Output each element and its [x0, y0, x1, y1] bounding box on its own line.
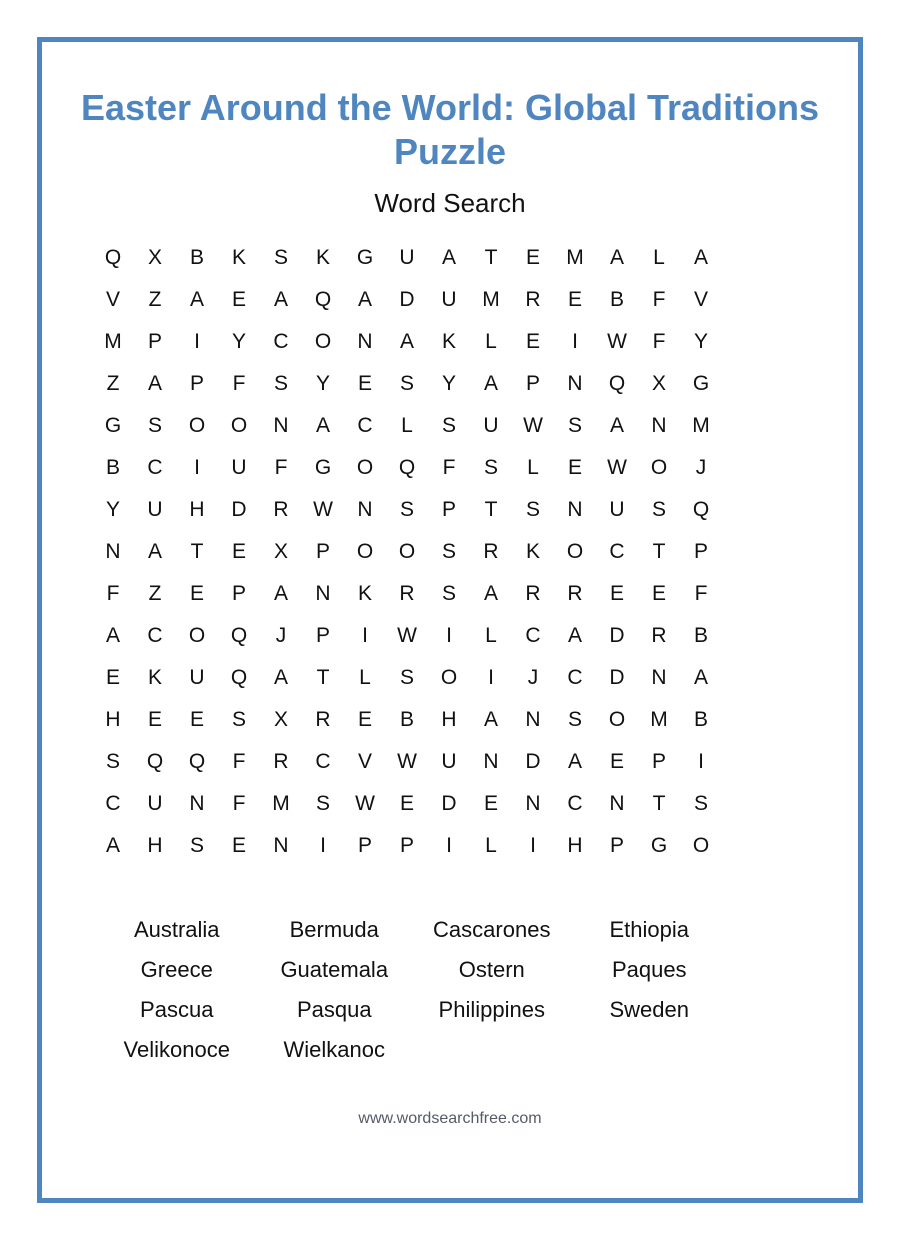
grid-letter[interactable]: Q — [230, 666, 248, 689]
grid-letter[interactable]: R — [525, 288, 541, 311]
grid-letter[interactable]: K — [441, 330, 456, 353]
footer-url: www.wordsearchfree.com — [358, 1110, 542, 1127]
grid-letter[interactable]: S — [231, 708, 246, 731]
grid-letter[interactable]: Q — [608, 372, 626, 395]
grid-letter[interactable]: K — [357, 582, 372, 605]
grid-letter[interactable]: D — [525, 750, 541, 773]
grid-letter[interactable]: S — [483, 456, 498, 479]
word-list-item: Guatemala — [280, 957, 389, 982]
grid-letter[interactable]: O — [314, 330, 332, 353]
grid-letter[interactable]: W — [523, 414, 543, 437]
grid-letter[interactable]: A — [483, 372, 498, 395]
grid-letter[interactable]: C — [357, 414, 373, 437]
grid-letter[interactable]: O — [230, 414, 248, 437]
grid-letter[interactable]: R — [273, 498, 289, 521]
grid-letter[interactable]: N — [357, 498, 373, 521]
grid-letter[interactable]: R — [273, 750, 289, 773]
grid-letter[interactable]: E — [231, 288, 246, 311]
grid-letter[interactable]: E — [357, 372, 372, 395]
grid-letter[interactable]: B — [399, 708, 414, 731]
grid-row — [92, 279, 722, 321]
grid-letter[interactable]: I — [446, 624, 452, 647]
grid-row — [92, 489, 722, 531]
grid-letter[interactable]: P — [399, 834, 414, 857]
word-list-item: Greece — [140, 957, 213, 982]
grid-letter[interactable]: X — [273, 708, 288, 731]
grid-letter[interactable]: P — [441, 498, 456, 521]
grid-letter[interactable]: A — [483, 708, 498, 731]
grid-letter[interactable]: A — [483, 582, 498, 605]
word-list-item: Cascarones — [433, 917, 551, 942]
grid-letter[interactable]: Y — [441, 372, 456, 395]
grid-letter[interactable]: O — [566, 540, 584, 563]
grid-letter[interactable]: R — [483, 540, 499, 563]
grid-letter[interactable]: I — [572, 330, 578, 353]
grid-letter[interactable]: A — [273, 288, 288, 311]
grid-letter[interactable]: F — [232, 372, 246, 395]
grid-letter[interactable]: Y — [105, 498, 120, 521]
grid-letter[interactable]: E — [231, 834, 246, 857]
grid-letter[interactable]: N — [483, 750, 499, 773]
grid-letter[interactable]: I — [698, 750, 704, 773]
grid-letter[interactable]: J — [527, 666, 539, 689]
grid-letter[interactable]: A — [693, 666, 708, 689]
grid-letter[interactable]: G — [104, 414, 122, 437]
grid-letter[interactable]: N — [567, 372, 583, 395]
grid-letter[interactable]: I — [446, 834, 452, 857]
grid-letter[interactable]: W — [355, 792, 375, 815]
grid-letter[interactable]: H — [147, 834, 163, 857]
grid-letter[interactable]: A — [567, 624, 582, 647]
grid-letter[interactable]: F — [652, 330, 666, 353]
grid-letter[interactable]: O — [692, 834, 710, 857]
grid-letter[interactable]: P — [525, 372, 540, 395]
grid-row — [92, 657, 722, 699]
grid-letter[interactable]: Z — [106, 372, 120, 395]
grid-letter[interactable]: H — [441, 708, 457, 731]
grid-letter[interactable]: C — [315, 750, 331, 773]
grid-letter[interactable]: L — [485, 624, 497, 647]
grid-letter[interactable]: N — [105, 540, 121, 563]
grid-letter[interactable]: U — [441, 750, 457, 773]
grid-letter[interactable]: Z — [148, 288, 162, 311]
grid-letter[interactable]: U — [609, 498, 625, 521]
grid-letter[interactable]: M — [692, 414, 710, 437]
grid-letter[interactable]: O — [440, 666, 458, 689]
grid-letter[interactable]: O — [608, 708, 626, 731]
grid-letter[interactable]: N — [651, 414, 667, 437]
grid-letter[interactable]: U — [147, 792, 163, 815]
grid-letter[interactable]: G — [692, 372, 710, 395]
grid-letter[interactable]: E — [105, 666, 120, 689]
grid-letter[interactable]: L — [485, 330, 497, 353]
grid-letter[interactable]: P — [147, 330, 162, 353]
grid-letter[interactable]: T — [652, 540, 666, 563]
word-list-item: Paques — [611, 957, 687, 982]
grid-letter[interactable]: N — [525, 708, 541, 731]
grid-letter[interactable]: Q — [188, 750, 206, 773]
grid-letter[interactable]: A — [273, 666, 288, 689]
grid-letter[interactable]: F — [106, 582, 120, 605]
grid-letter[interactable]: F — [232, 792, 246, 815]
grid-letter[interactable]: A — [273, 582, 288, 605]
grid-letter[interactable]: A — [693, 246, 708, 269]
grid-letter[interactable]: I — [194, 456, 200, 479]
grid-letter[interactable]: K — [147, 666, 162, 689]
grid-letter[interactable]: S — [441, 414, 456, 437]
grid-letter[interactable]: W — [607, 330, 627, 353]
grid-letter[interactable]: J — [695, 456, 707, 479]
grid-letter[interactable]: P — [693, 540, 708, 563]
grid-letter[interactable]: M — [566, 246, 584, 269]
grid-letter[interactable]: A — [441, 246, 456, 269]
grid-letter[interactable]: Y — [693, 330, 708, 353]
grid-letter[interactable]: E — [399, 792, 414, 815]
grid-letter[interactable]: S — [651, 498, 666, 521]
grid-letter[interactable]: O — [356, 540, 374, 563]
grid-letter[interactable]: E — [525, 330, 540, 353]
word-list-item: Velikonoce — [123, 1037, 230, 1062]
grid-row — [92, 447, 722, 489]
grid-letter[interactable]: S — [525, 498, 540, 521]
grid-letter[interactable]: N — [651, 666, 667, 689]
grid-letter[interactable]: O — [188, 414, 206, 437]
grid-letter[interactable]: E — [567, 456, 582, 479]
word-list-item: Ostern — [458, 957, 525, 982]
grid-row — [92, 237, 722, 279]
grid-letter[interactable]: T — [652, 792, 666, 815]
grid-letter[interactable]: X — [147, 246, 162, 269]
grid-letter[interactable]: E — [651, 582, 666, 605]
grid-letter[interactable]: A — [609, 246, 624, 269]
grid-letter[interactable]: S — [273, 246, 288, 269]
word-list-item: Australia — [133, 917, 220, 942]
grid-letter[interactable]: R — [399, 582, 415, 605]
grid-letter[interactable]: V — [105, 288, 120, 311]
grid-letter[interactable]: L — [653, 246, 665, 269]
grid-letter[interactable]: Q — [230, 624, 248, 647]
grid-letter[interactable]: A — [357, 288, 372, 311]
grid-letter[interactable]: X — [651, 372, 666, 395]
grid-letter[interactable]: C — [147, 624, 163, 647]
grid-letter[interactable]: D — [231, 498, 247, 521]
grid-letter[interactable]: L — [359, 666, 371, 689]
grid-letter[interactable]: N — [357, 330, 373, 353]
letter-grid — [92, 237, 722, 867]
grid-letter[interactable]: I — [530, 834, 536, 857]
grid-letter[interactable]: S — [441, 540, 456, 563]
grid-letter[interactable]: S — [273, 372, 288, 395]
grid-letter[interactable]: A — [147, 540, 162, 563]
grid-letter[interactable]: P — [231, 582, 246, 605]
grid-row — [92, 573, 722, 615]
grid-letter[interactable]: W — [397, 624, 417, 647]
grid-letter[interactable]: E — [147, 708, 162, 731]
grid-letter[interactable]: D — [609, 666, 625, 689]
word-list — [98, 910, 728, 1070]
grid-letter[interactable]: S — [441, 582, 456, 605]
grid-letter[interactable]: E — [231, 540, 246, 563]
grid-letter[interactable]: O — [398, 540, 416, 563]
grid-letter[interactable]: A — [105, 624, 120, 647]
grid-letter[interactable]: Q — [398, 456, 416, 479]
grid-letter[interactable]: Y — [315, 372, 330, 395]
grid-letter[interactable]: S — [315, 792, 330, 815]
grid-letter[interactable]: R — [651, 624, 667, 647]
grid-letter[interactable]: U — [231, 456, 247, 479]
grid-letter[interactable]: E — [525, 246, 540, 269]
grid-row — [92, 783, 722, 825]
grid-letter[interactable]: A — [567, 750, 582, 773]
grid-letter[interactable]: E — [189, 708, 204, 731]
grid-letter[interactable]: B — [189, 246, 204, 269]
grid-letter[interactable]: N — [273, 414, 289, 437]
grid-letter[interactable]: N — [315, 582, 331, 605]
grid-letter[interactable]: A — [147, 372, 162, 395]
grid-letter[interactable]: Q — [104, 246, 122, 269]
grid-letter[interactable]: G — [356, 246, 374, 269]
grid-letter[interactable]: S — [399, 498, 414, 521]
grid-letter[interactable]: H — [189, 498, 205, 521]
word-list-item: Wielkanoc — [283, 1037, 385, 1062]
grid-letter[interactable]: G — [650, 834, 668, 857]
grid-letter[interactable]: N — [525, 792, 541, 815]
grid-row — [92, 741, 722, 783]
grid-letter[interactable]: U — [399, 246, 415, 269]
grid-letter[interactable]: H — [105, 708, 121, 731]
grid-letter[interactable]: N — [273, 834, 289, 857]
grid-letter[interactable]: G — [314, 456, 332, 479]
word-list-item: Bermuda — [289, 917, 379, 942]
grid-letter[interactable]: S — [147, 414, 162, 437]
grid-letter[interactable]: O — [356, 456, 374, 479]
grid-letter[interactable]: M — [650, 708, 668, 731]
word-list-item: Pascua — [140, 997, 214, 1022]
grid-letter[interactable]: P — [189, 372, 204, 395]
grid-letter[interactable]: C — [525, 624, 541, 647]
grid-letter[interactable]: V — [357, 750, 372, 773]
grid-letter[interactable]: P — [609, 834, 624, 857]
grid-letter[interactable]: F — [232, 750, 246, 773]
grid-letter[interactable]: F — [442, 456, 456, 479]
grid-letter[interactable]: C — [609, 540, 625, 563]
grid-letter[interactable]: B — [105, 456, 120, 479]
grid-letter[interactable]: A — [315, 414, 330, 437]
grid-letter[interactable]: P — [315, 624, 330, 647]
grid-letter[interactable]: W — [313, 498, 333, 521]
grid-letter[interactable]: E — [609, 582, 624, 605]
grid-letter[interactable]: A — [105, 834, 120, 857]
grid-letter[interactable]: B — [693, 624, 708, 647]
grid-row — [92, 321, 722, 363]
grid-letter[interactable]: H — [567, 834, 583, 857]
grid-letter[interactable]: K — [525, 540, 540, 563]
grid-letter[interactable]: C — [105, 792, 121, 815]
grid-letter[interactable]: U — [441, 288, 457, 311]
page-subtitle: Word Search — [374, 188, 526, 218]
grid-row — [92, 363, 722, 405]
grid-letter[interactable]: W — [607, 456, 627, 479]
grid-row — [92, 615, 722, 657]
grid-letter[interactable]: K — [231, 246, 246, 269]
grid-letter[interactable]: E — [357, 708, 372, 731]
grid-letter[interactable]: A — [189, 288, 204, 311]
word-list-item: Philippines — [438, 997, 545, 1022]
grid-letter[interactable]: D — [399, 288, 415, 311]
grid-letter[interactable]: O — [188, 624, 206, 647]
grid-letter[interactable]: Q — [314, 288, 332, 311]
grid-letter[interactable]: M — [272, 792, 290, 815]
word-list-item: Pasqua — [296, 997, 372, 1022]
grid-letter[interactable]: S — [399, 372, 414, 395]
grid-letter[interactable]: U — [147, 498, 163, 521]
grid-letter[interactable]: B — [609, 288, 624, 311]
page-title: Easter Around the World: Global Traditions Puzzle — [80, 87, 820, 172]
grid-letter[interactable]: S — [693, 792, 708, 815]
grid-row — [92, 405, 722, 447]
grid-letter[interactable]: V — [693, 288, 708, 311]
word-list-item: Ethiopia — [609, 917, 689, 942]
grid-letter[interactable]: P — [357, 834, 372, 857]
grid-letter[interactable]: R — [567, 582, 583, 605]
grid-letter[interactable]: P — [651, 750, 666, 773]
grid-letter[interactable]: C — [567, 792, 583, 815]
grid-letter[interactable]: D — [441, 792, 457, 815]
grid-row — [92, 699, 722, 741]
grid-letter[interactable]: I — [320, 834, 326, 857]
grid-letter[interactable]: T — [484, 498, 498, 521]
grid-letter[interactable]: Y — [231, 330, 246, 353]
grid-row — [92, 531, 722, 573]
grid-letter[interactable]: E — [189, 582, 204, 605]
grid-letter[interactable]: R — [315, 708, 331, 731]
grid-letter[interactable]: L — [401, 414, 413, 437]
grid-letter[interactable]: E — [567, 288, 582, 311]
word-list-item: Sweden — [609, 997, 689, 1022]
grid-letter[interactable]: P — [315, 540, 330, 563]
grid-letter[interactable]: N — [609, 792, 625, 815]
grid-letter[interactable]: D — [609, 624, 625, 647]
grid-letter[interactable]: E — [609, 750, 624, 773]
grid-letter[interactable]: X — [273, 540, 288, 563]
grid-letter[interactable]: M — [482, 288, 500, 311]
grid-letter[interactable]: L — [527, 456, 539, 479]
grid-letter[interactable]: B — [693, 708, 708, 731]
grid-letter[interactable]: F — [652, 288, 666, 311]
grid-letter[interactable]: S — [189, 834, 204, 857]
grid-letter[interactable]: F — [274, 456, 288, 479]
grid-letter[interactable]: C — [567, 666, 583, 689]
grid-letter[interactable]: C — [273, 330, 289, 353]
grid-letter[interactable]: L — [485, 834, 497, 857]
grid-letter[interactable]: T — [316, 666, 330, 689]
grid-letter[interactable]: O — [650, 456, 668, 479]
grid-letter[interactable]: S — [567, 708, 582, 731]
grid-letter[interactable]: I — [194, 330, 200, 353]
grid-letter[interactable]: U — [189, 666, 205, 689]
grid-letter[interactable]: A — [399, 330, 414, 353]
grid-letter[interactable]: F — [694, 582, 708, 605]
grid-letter[interactable]: I — [362, 624, 368, 647]
grid-letter[interactable]: R — [525, 582, 541, 605]
grid-letter[interactable]: A — [609, 414, 624, 437]
grid-letter[interactable]: I — [488, 666, 494, 689]
grid-letter[interactable]: W — [397, 750, 417, 773]
grid-letter[interactable]: S — [105, 750, 120, 773]
grid-letter[interactable]: Q — [692, 498, 710, 521]
grid-letter[interactable]: J — [275, 624, 287, 647]
grid-letter[interactable]: C — [147, 456, 163, 479]
grid-letter[interactable]: E — [483, 792, 498, 815]
grid-letter[interactable]: U — [483, 414, 499, 437]
grid-letter[interactable]: N — [189, 792, 205, 815]
grid-letter[interactable]: T — [484, 246, 498, 269]
grid-letter[interactable]: N — [567, 498, 583, 521]
grid-letter[interactable]: Z — [148, 582, 162, 605]
grid-letter[interactable]: S — [567, 414, 582, 437]
grid-letter[interactable]: M — [104, 330, 122, 353]
grid-letter[interactable]: T — [190, 540, 204, 563]
grid-letter[interactable]: S — [399, 666, 414, 689]
grid-letter[interactable]: K — [315, 246, 330, 269]
grid-row — [92, 825, 722, 867]
grid-letter[interactable]: Q — [146, 750, 164, 773]
